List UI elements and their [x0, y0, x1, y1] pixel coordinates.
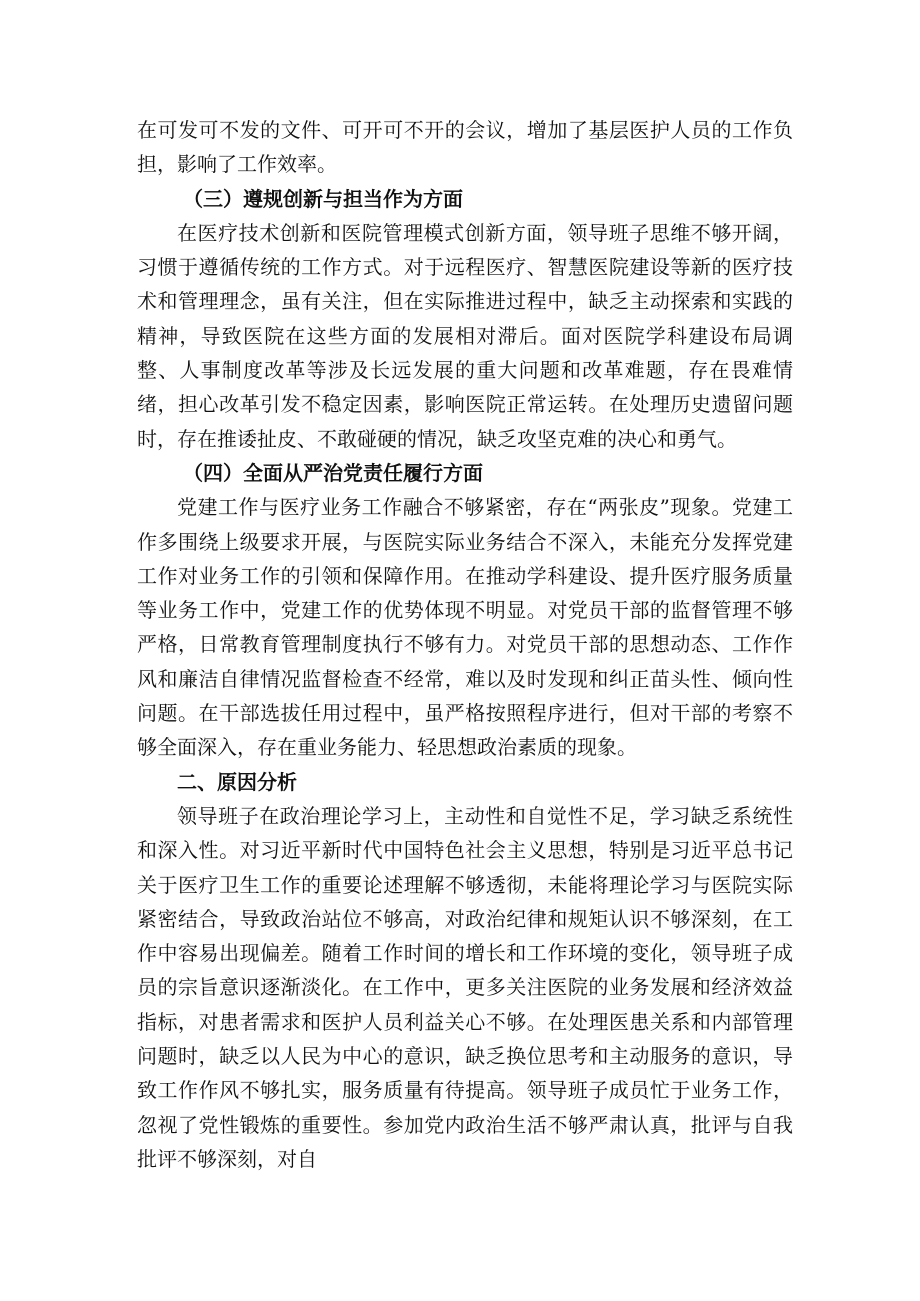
section-heading-4: （四）全面从严治党责任履行方面 — [183, 460, 483, 485]
paragraph-innovation: 在医疗技术创新和医院管理模式创新方面，领导班子思维不够开阔，习惯于遵循传统的工作方式。对于远程医疗、智慧医院建设等新的医疗技术和管理理念，虽有关注，但在实际推进过程中，缺乏主动探索和实践的精神，导致医院在这些方面的发展相对滞后。面对医院学科建设布局调整、人事制度改革等涉及长远发展的重大问题和改革难题，存在畏难情绪，担心改革引发不稳定因素，影响医院正常运转。在处理历史遗留问题时，存在推诿扯皮、不敢碰硬的情况，缺乏攻坚克难的决心和勇气。 — [137, 220, 793, 451]
paragraph-cause-analysis: 领导班子在政治理论学习上，主动性和自觉性不足，学习缺乏系统性和深入性。对习近平新时代中国特色社会主义思想，特别是习近平总书记关于医疗卫生工作的重要论述理解不够透彻，未能将理论学习与医院实际紧密结合，导致政治站位不够高，对政治纪律和规矩认识不够深刻，在工作中容易出现偏差。随着工作时间的增长和工作环境的变化，领导班子成员的宗旨意识逐渐淡化。在工作中，更多关注医院的业务发展和经济效益指标，对患者需求和医护人员利益关心不够。在处理医患关系和内部管理问题时，缺乏以人民为中心的意识，缺乏换位思考和主动服务的意识，导致工作作风不够扎实，服务质量有待提高。领导班子成员忙于业务工作，忽视了党性锻炼的重要性。参加党内政治生活不够严肃认真，批评与自我批评不够深刻，对自 — [137, 803, 793, 1171]
section-heading-3: （三）遵规创新与担当作为方面 — [183, 186, 463, 211]
document-body — [137, 113, 793, 1176]
section-heading-cause-analysis: 二、原因分析 — [177, 769, 297, 794]
paragraph-party-responsibility: 党建工作与医疗业务工作融合不够紧密，存在“两张皮”现象。党建工作多围绕上级要求开展，与医院实际业务结合不深入，未能充分发挥党建工作对业务工作的引领和保障作用。在推动学科建设、提升医疗服务质量等业务工作中，党建工作的优势体现不明显。对党员干部的监督管理不够严格，日常教育管理制度执行不够有力。对党员干部的思想动态、工作作风和廉洁自律情况监督检查不经常，难以及时发现和纠正苗头性、倾向性问题。在干部选拔任用过程中，虽严格按照程序进行，但对干部的考察不够全面深入，存在重业务能力、轻思想政治素质的现象。 — [137, 495, 793, 760]
paragraph-continued: 在可发可不发的文件、可开可不开的会议，增加了基层医护人员的工作负担，影响了工作效率。 — [137, 118, 793, 177]
